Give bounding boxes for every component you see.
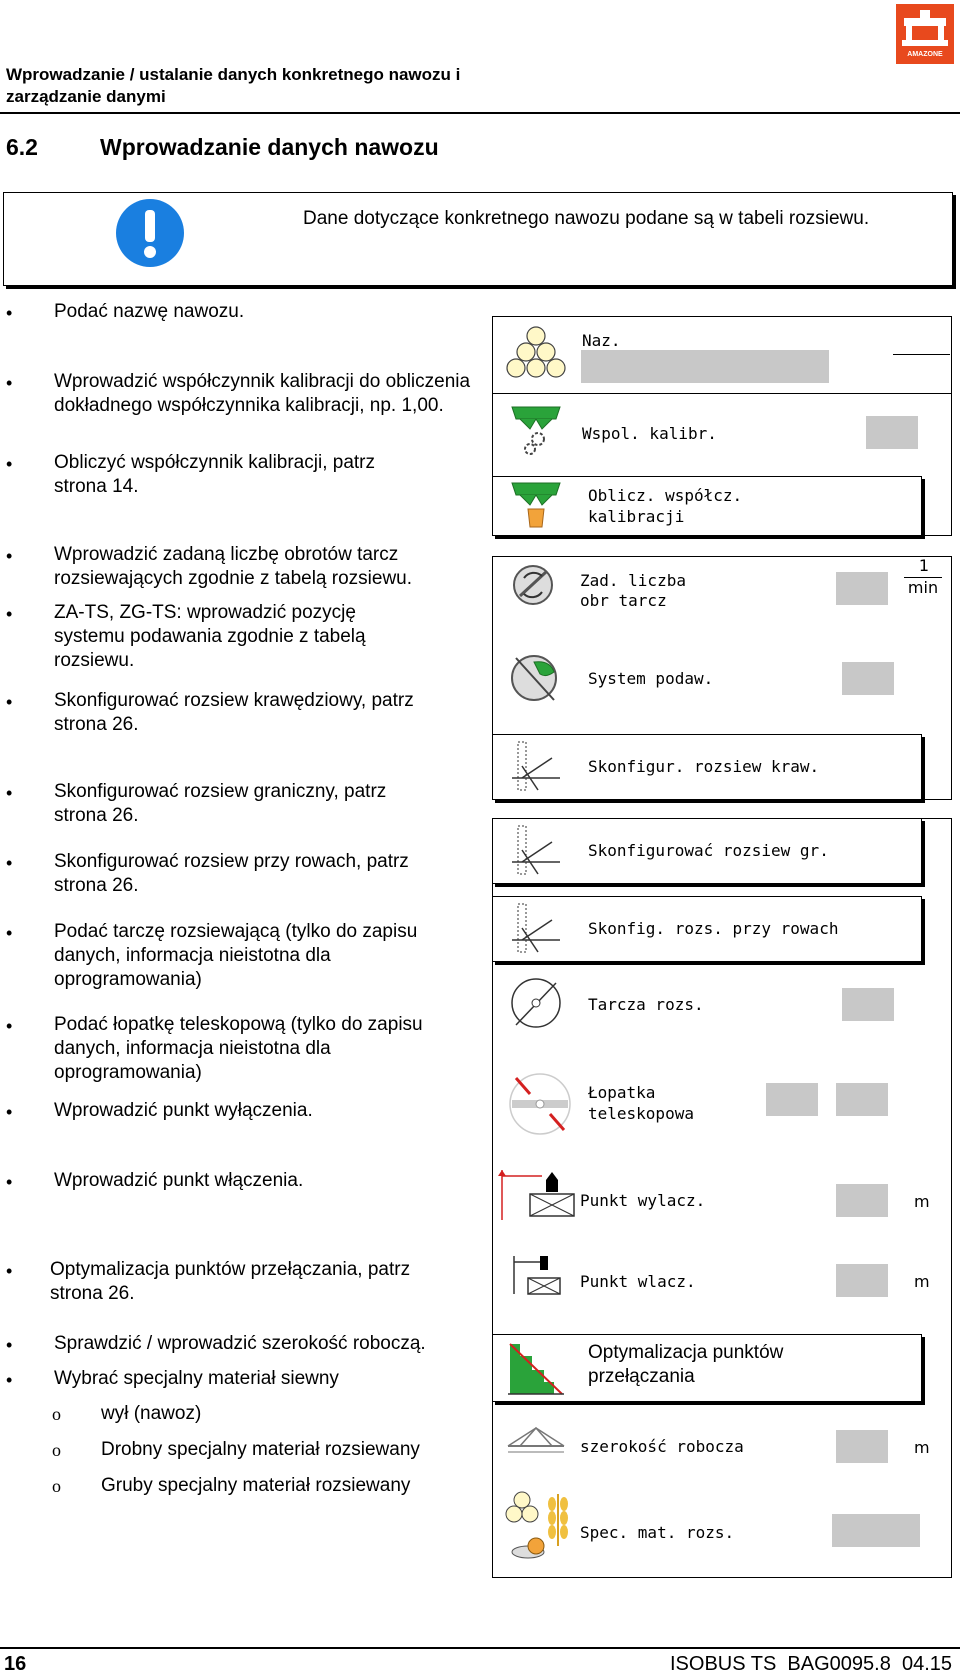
telescopic-vane-label-2: teleskopowa <box>588 1104 694 1123</box>
bullet-dot: • <box>6 1102 13 1122</box>
working-width-icon <box>504 1422 568 1458</box>
spreading-disc-label: Tarcza rozs. <box>588 995 704 1014</box>
step-text: Skonfigurować rozsiew krawędziowy, patrz strona 26. <box>54 690 414 735</box>
field-label-wspol: Wspol. kalibr. <box>582 424 717 443</box>
field-label-naz: Naz. <box>582 331 621 350</box>
special-material-select[interactable] <box>832 1514 920 1547</box>
section-number: 6.2 <box>6 134 38 160</box>
ditch-spread-icon <box>508 902 564 956</box>
switch-on-point-input[interactable] <box>836 1264 888 1297</box>
disc-speed-label-1: Zad. liczba <box>580 571 686 590</box>
section-title: Wprowadzanie danych nawozu <box>100 134 439 160</box>
note-text: Dane dotyczące konkretnego nawozu podane są w tabeli rozsiewu. <box>303 208 870 229</box>
unit-m: m <box>914 1438 930 1457</box>
boundary-spread-label: Skonfigurować rozsiew gr. <box>588 841 829 860</box>
bullet-dot: • <box>6 853 13 873</box>
step-text: Skonfigurować rozsiew graniczny, patrz strona 26. <box>54 781 387 826</box>
sub-step-text: Gruby specjalny materiał rozsiewany <box>101 1475 411 1496</box>
page-number: 16 <box>4 1653 27 1675</box>
delivery-system-icon <box>510 650 560 704</box>
amazone-logo <box>896 4 954 64</box>
edge-spread-icon <box>508 740 564 794</box>
telescopic-vane-input-2[interactable] <box>836 1083 888 1116</box>
calibration-input[interactable] <box>866 416 918 449</box>
bullet-dot: • <box>6 783 13 803</box>
spreading-disc-input[interactable] <box>842 988 894 1021</box>
disc-speed-icon <box>510 562 556 608</box>
unit-m: m <box>914 1272 930 1291</box>
bullet-dot: • <box>6 1261 13 1281</box>
working-width-label: szerokość robocza <box>580 1437 744 1456</box>
step-text: Sprawdzić / wprowadzić szerokość roboczą. <box>54 1333 426 1354</box>
step-text: Podać łopatkę teleskopową (tylko do zapisu danych, informacja nieistotna dla oprogramowania) <box>54 1014 423 1083</box>
special-material-icon <box>502 1490 578 1564</box>
spreader-gear-icon <box>510 405 562 457</box>
sub-bullet: o <box>52 1404 61 1424</box>
step-text: Wprowadzić punkt wyłączenia. <box>54 1100 313 1121</box>
switch-on-point-icon <box>502 1252 566 1310</box>
step-text: Wprowadzić punkt włączenia. <box>54 1170 304 1191</box>
bullet-dot: • <box>6 303 13 323</box>
calc-label-2: kalibracji <box>588 507 685 526</box>
unit-rpm-bottom: min <box>907 578 939 597</box>
switch-off-point-icon <box>494 1166 578 1224</box>
optimize-switch-points-icon <box>506 1340 566 1396</box>
step-text: Wybrać specjalny materiał siewny <box>54 1368 339 1389</box>
fertilizer-icon <box>506 326 566 380</box>
header-rule <box>0 112 960 114</box>
bullet-dot: • <box>6 692 13 712</box>
bullet-dot: • <box>6 1370 13 1390</box>
step-text: Optymalizacja punktów przełączania, patrz strona 26. <box>50 1259 411 1304</box>
special-material-label: Spec. mat. rozs. <box>580 1523 735 1542</box>
sub-bullet: o <box>52 1440 61 1460</box>
working-width-input[interactable] <box>836 1430 888 1463</box>
switch-off-point-label: Punkt wylacz. <box>580 1191 706 1210</box>
bullet-dot: • <box>6 604 13 624</box>
delivery-system-input[interactable] <box>842 662 894 695</box>
logo-text: AMAZONE <box>907 51 943 58</box>
telescopic-vane-input-1[interactable] <box>766 1083 818 1116</box>
bullet-dot: • <box>6 454 13 474</box>
bullet-dot: • <box>6 373 13 393</box>
disc-speed-input[interactable] <box>836 572 888 605</box>
optimize-label-1: Optymalizacja punktów <box>588 1342 784 1363</box>
step-text: ZA-TS, ZG-TS: wprowadzić pozycję systemu podawania zgodnie z tabelą rozsiewu. <box>54 602 366 671</box>
name-input[interactable] <box>581 350 829 383</box>
unit-rpm-top: 1 <box>918 556 930 575</box>
edge-spread-label: Skonfigur. rozsiew kraw. <box>588 757 820 776</box>
telescopic-vane-icon <box>508 1072 572 1136</box>
switch-on-point-label: Punkt wlacz. <box>580 1272 696 1291</box>
sub-bullet: o <box>52 1476 61 1496</box>
bullet-dot: • <box>6 546 13 566</box>
document-id: ISOBUS TS BAG0095.8 04.15 <box>669 1653 952 1675</box>
sub-step-text: wył (nawoz) <box>101 1403 202 1424</box>
panel-divider <box>492 393 951 394</box>
step-text: Wprowadzić współczynnik kalibracji do obliczenia dokładnego współczynnika kalibracji, np. 1,00. <box>54 371 471 416</box>
calc-label-1: Oblicz. współcz. <box>588 486 743 505</box>
sub-step-text: Drobny specjalny materiał rozsiewany <box>101 1439 420 1460</box>
panel-line <box>893 354 950 355</box>
step-text: Podać tarczę rozsiewającą (tylko do zapisu danych, informacja nieistotna dla oprogramowania) <box>54 921 418 990</box>
footer-rule <box>0 1647 960 1649</box>
spreader-bucket-icon <box>510 481 562 533</box>
disc-speed-label-2: obr tarcz <box>580 591 667 610</box>
delivery-system-label: System podaw. <box>588 669 714 688</box>
header-title: Wprowadzanie / ustalanie danych konkretnego nawozu i zarządzanie danymi <box>6 65 461 106</box>
bullet-dot: • <box>6 1016 13 1036</box>
bullet-dot: • <box>6 923 13 943</box>
ditch-spread-label: Skonfig. rozs. przy rowach <box>588 919 839 938</box>
spreading-disc-icon <box>510 975 564 1031</box>
step-text: Podać nazwę nawozu. <box>54 301 245 322</box>
exclamation-icon <box>114 197 186 269</box>
telescopic-vane-label-1: Łopatka <box>588 1083 656 1102</box>
boundary-spread-icon <box>508 824 564 878</box>
step-text: Obliczyć współczynnik kalibracji, patrz strona 14. <box>54 452 375 497</box>
unit-m: m <box>914 1192 930 1211</box>
step-text: Skonfigurować rozsiew przy rowach, patrz strona 26. <box>54 851 409 896</box>
step-text: Wprowadzić zadaną liczbę obrotów tarcz rozsiewających zgodnie z tabelą rozsiewu. <box>54 544 413 589</box>
switch-off-point-input[interactable] <box>836 1184 888 1217</box>
bullet-dot: • <box>6 1335 13 1355</box>
bullet-dot: • <box>6 1172 13 1192</box>
optimize-label-2: przełączania <box>588 1366 695 1387</box>
